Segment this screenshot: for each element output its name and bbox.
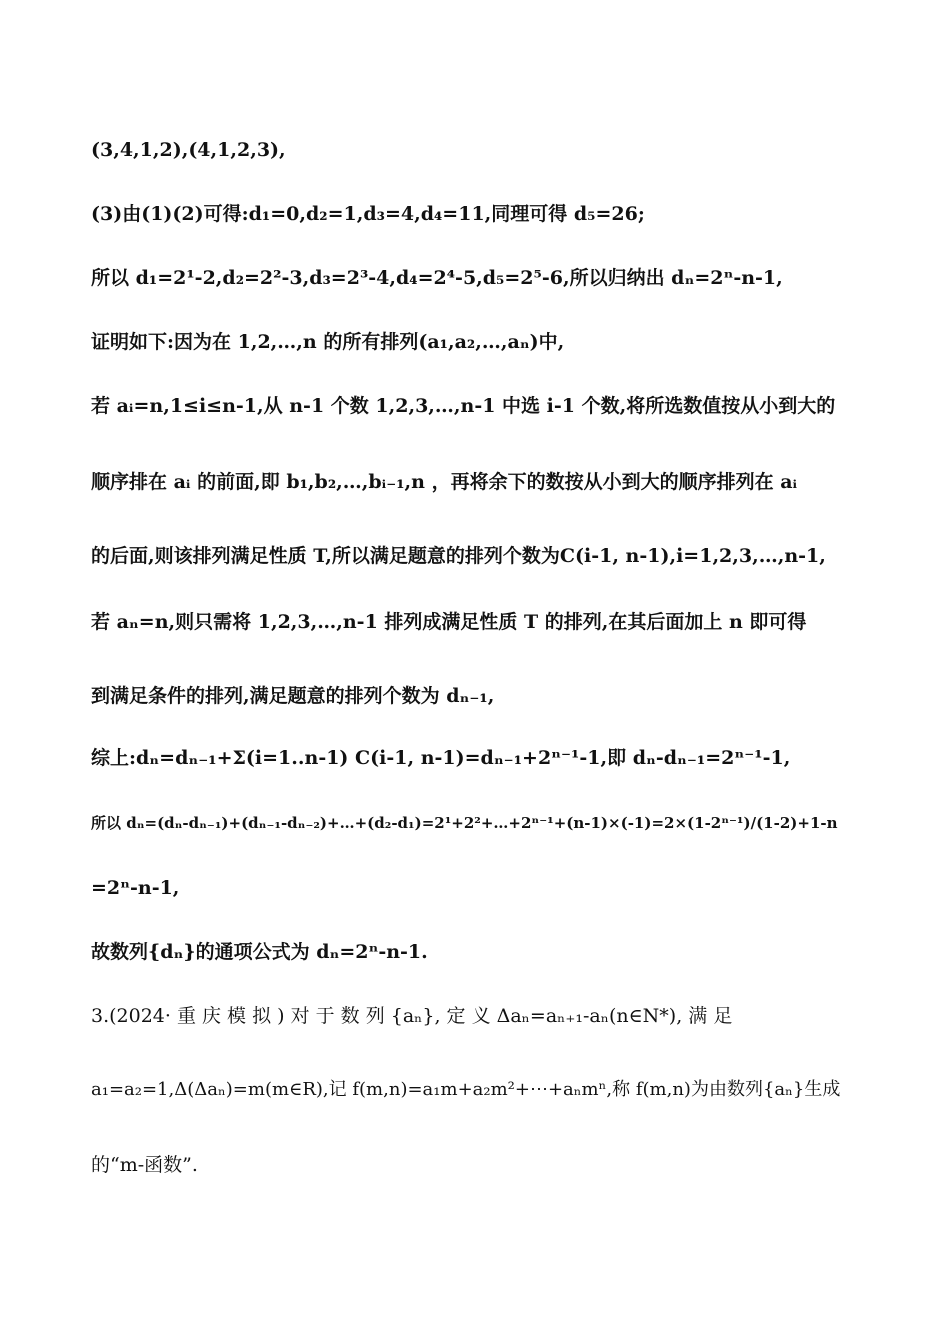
line-text: 综上:dₙ=dₙ₋₁+Σ(i=1..n-1) C(i-1, n-1)=dₙ₋₁+2ⁿ⁻¹-1,即 dₙ-dₙ₋₁=2ⁿ⁻¹-1,: [91, 747, 791, 769]
problem-3-line-1: [91, 1003, 859, 1029]
solution-line-7: [91, 543, 859, 569]
solution-line-9: [91, 683, 859, 709]
line-text: 证明如下:因为在 1,2,…,n 的所有排列(a₁,a₂,…,aₙ)中,: [91, 331, 565, 353]
line-text: 若 aₙ=n,则只需将 1,2,3,…,n-1 排列成满足性质 T 的排列,在其后面加上 n 即可得: [91, 611, 807, 633]
line-text: 的后面,则该排列满足性质 T,所以满足题意的排列个数为C(i-1, n-1),i=1,2,3,…,n-1,: [91, 545, 826, 567]
solution-line-2: [91, 201, 859, 227]
line-text: 的“m-函数”.: [91, 1154, 198, 1176]
solution-line-10: [91, 745, 859, 771]
line-text: 所以 dₙ=(dₙ-dₙ₋₁)+(dₙ₋₁-dₙ₋₂)+…+(d₂-d₁)=2¹+2²+…+2ⁿ⁻¹+(n-1)×(-1)=2×(1-2ⁿ⁻¹)/(1-2)+1-n: [91, 814, 838, 832]
line-text: 到满足条件的排列,满足题意的排列个数为 dₙ₋₁,: [91, 685, 495, 707]
line-text: 3.(2024· 重 庆 模 拟 ) 对 于 数 列 {aₙ}, 定 义 Δaₙ=aₙ₊₁-aₙ(n∈N*), 满 足: [91, 1005, 733, 1027]
solution-line-8: [91, 609, 859, 635]
solution-line-4: [91, 329, 859, 355]
line-text: a₁=a₂=1,Δ(Δaₙ)=m(m∈R),记 f(m,n)=a₁m+a₂m²+⋯+aₙmⁿ,称 f(m,n)为由数列{aₙ}生成: [91, 1079, 841, 1100]
solution-line-11: [91, 810, 859, 836]
line-text: (3,4,1,2),(4,1,2,3),: [91, 139, 286, 161]
line-text: (3)由(1)(2)可得:d₁=0,d₂=1,d₃=4,d₄=11,同理可得 d₅=26;: [91, 203, 645, 225]
problem-3-line-2: [91, 1077, 859, 1103]
solution-line-12: [91, 875, 859, 901]
line-text: 若 aᵢ=n,1≤i≤n-1,从 n-1 个数 1,2,3,…,n-1 中选 i-1 个数,将所选数值按从小到大的: [91, 395, 836, 417]
solution-line-3: [91, 265, 859, 291]
solution-line-13: [91, 939, 859, 965]
problem-3-line-3: [91, 1152, 859, 1178]
solution-line-6: [91, 469, 859, 495]
line-text: 顺序排在 aᵢ 的前面,即 b₁,b₂,…,bᵢ₋₁,n ，再将余下的数按从小到大的顺序排列在 aᵢ: [91, 471, 798, 493]
solution-line-1: [91, 137, 859, 163]
line-text: 故数列{dₙ}的通项公式为 dₙ=2ⁿ-n-1.: [91, 941, 428, 963]
line-text: 所以 d₁=2¹-2,d₂=2²-3,d₃=2³-4,d₄=2⁴-5,d₅=2⁵-6,所以归纳出 dₙ=2ⁿ-n-1,: [91, 267, 783, 289]
line-text: =2ⁿ-n-1,: [91, 877, 180, 899]
solution-line-5: [91, 393, 859, 419]
